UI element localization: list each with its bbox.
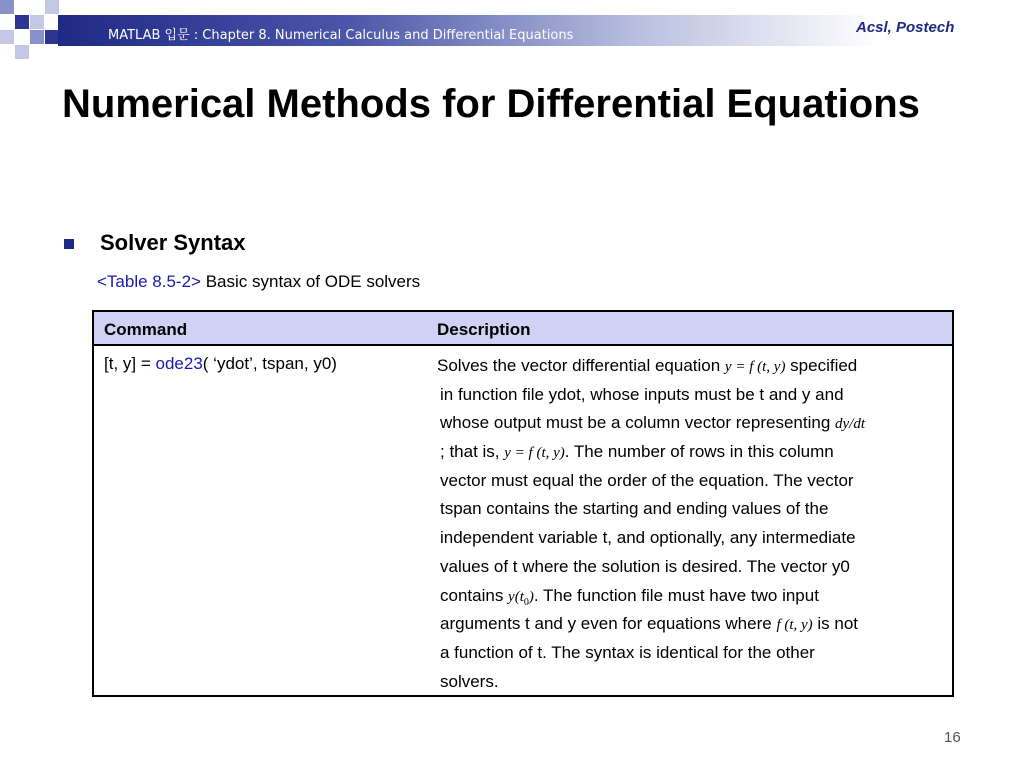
desc-line — [437, 582, 957, 611]
desc-line: in function file ydot, whose inputs must be t and y and — [440, 384, 844, 404]
caption-text: Basic syntax of ODE solvers — [205, 272, 421, 291]
desc-text: contains — [440, 585, 509, 605]
command-cell — [104, 354, 337, 374]
desc-text: whose output must be a column vector representing — [440, 413, 835, 433]
decor-square — [0, 30, 14, 44]
description-cell — [437, 352, 957, 696]
desc-text: . The number of rows in this column — [564, 442, 834, 462]
desc-text: . The function file must have two input — [533, 585, 819, 605]
desc-line — [437, 610, 957, 639]
desc-text: arguments t and y even for equations where — [440, 614, 777, 634]
decor-square — [45, 30, 59, 44]
math-part: y(t — [508, 588, 524, 605]
math-subscript: 0 — [523, 596, 529, 608]
math-y-t0 — [508, 588, 534, 608]
desc-line: values of t where the solution is desired. The vector y0 — [440, 556, 850, 576]
bullet-square-icon — [64, 239, 74, 249]
decor-square — [45, 0, 59, 14]
math-ode: y = f (t, y) — [724, 359, 786, 375]
page-number: 16 — [944, 729, 961, 746]
desc-line — [437, 409, 957, 438]
header-title: MATLAB 입문 : Chapter 8. Numerical Calculus and Differential Equations — [108, 28, 574, 43]
desc-text: specified — [785, 356, 858, 375]
decor-square — [30, 15, 44, 29]
header-brand: Acsl, Postech — [856, 19, 955, 36]
decor-square — [0, 0, 14, 14]
decor-square — [15, 45, 29, 59]
desc-text: ; that is, — [440, 442, 505, 462]
command-function: ode23 — [155, 354, 203, 373]
desc-line: vector must equal the order of the equation. The vector — [440, 470, 854, 490]
table-header-row — [94, 312, 952, 346]
ode-syntax-table — [92, 310, 954, 697]
desc-line: a function of t. The syntax is identical for the other — [440, 642, 815, 662]
header-description: Description — [437, 320, 531, 339]
desc-text: Solves the vector differential equation — [437, 356, 725, 375]
math-ode: y = f (t, y) — [504, 445, 565, 462]
command-args: ( ‘ydot’, tspan, y0) — [202, 354, 337, 373]
table-reference: <Table 8.5-2> — [97, 272, 201, 291]
bullet-heading: Solver Syntax — [100, 230, 246, 255]
desc-text: is not — [812, 614, 859, 634]
desc-line: solvers. — [440, 671, 499, 691]
math-fty: f (t, y) — [776, 617, 813, 634]
header-command: Command — [104, 320, 188, 339]
desc-line: independent variable t, and optionally, any intermediate — [440, 528, 856, 548]
decor-square — [30, 30, 44, 44]
desc-line: tspan contains the starting and ending values of the — [440, 499, 829, 519]
table-caption — [97, 272, 420, 292]
command-lhs: [t, y] = — [104, 354, 156, 373]
math-dydt: dy/dt — [835, 416, 865, 433]
math-part: ) — [528, 588, 534, 605]
desc-line — [437, 438, 957, 467]
slide-title: Numerical Methods for Differential Equations — [62, 82, 920, 126]
decor-square — [15, 15, 29, 29]
desc-line — [437, 352, 957, 381]
